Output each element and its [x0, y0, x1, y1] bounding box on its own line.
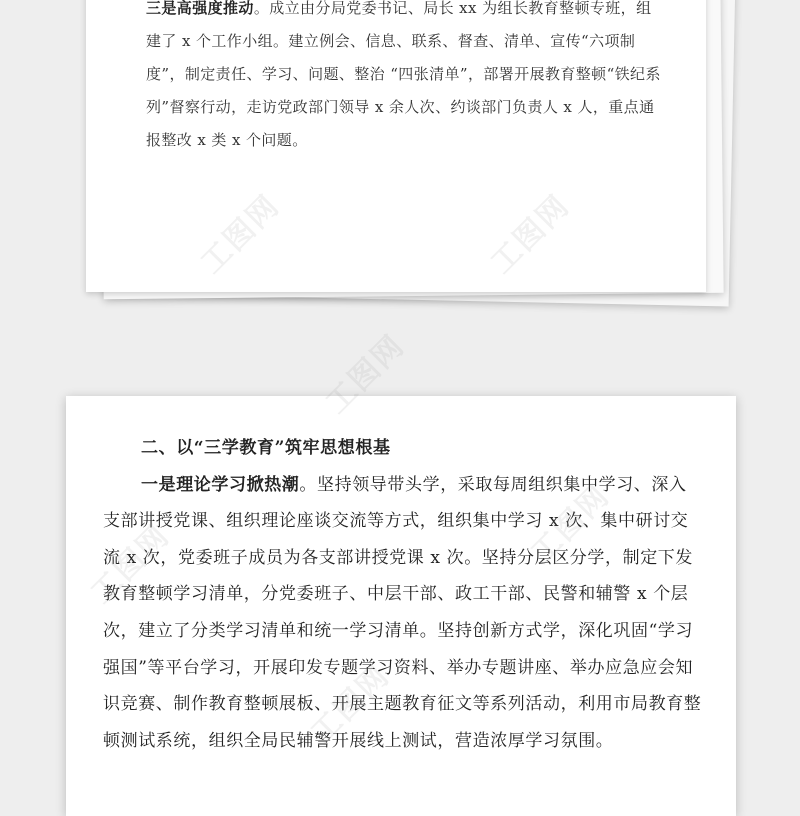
top-paragraph-body: 。成立由分局党委书记、局长 xx 为组长教育整顿专班，组建了 x 个工作小组。建立例会、信息、联系、督查、清单、宣传“六项制度”，制定责任、学习、问题、整治 “四张清单”，部署开展教育整顿“铁纪系列”督察行动，走访党政部门领导 x 余人次、约谈部门负责人 x 人，重点通报整改 x 类 x 个问题。 — [146, 0, 661, 149]
main-paragraph-lead: 一是理论学习掀热潮 — [141, 474, 300, 495]
top-document-page — [86, 0, 706, 292]
main-document-page — [66, 396, 736, 816]
main-text-block — [103, 430, 703, 759]
top-paragraph-lead: 三是高强度推动 — [146, 0, 254, 17]
top-paragraph — [146, 0, 666, 157]
main-paragraph — [103, 467, 703, 760]
section-heading: 二、以“三学教育”筑牢思想根基 — [141, 438, 391, 458]
watermark-logo: 工图网 — [319, 328, 412, 421]
main-paragraph-body: 。坚持领导带头学，采取每周组织集中学习、深入支部讲授党课、组织理论座谈交流等方式，组织集中学习 x 次、集中研讨交流 x 次，党委班子成员为各支部讲授党课 x 次。坚持分层区分学，制定下发教育整顿学习清单，分党委班子、中层干部、政工干部、民警和辅警 x 个层次，建立了分类学习清单和统一学习清单。坚持创新方式学，深化巩固“学习强国”等平台学习，开展印发专题学习资料、举办专题讲座、举办应急应会知识竞赛、制作教育整顿展板、开展主题教育征文等系列活动，利用市局教育整顿测试系统，组织全局民辅警开展线上测试，营造浓厚学习氛围。 — [103, 474, 702, 751]
